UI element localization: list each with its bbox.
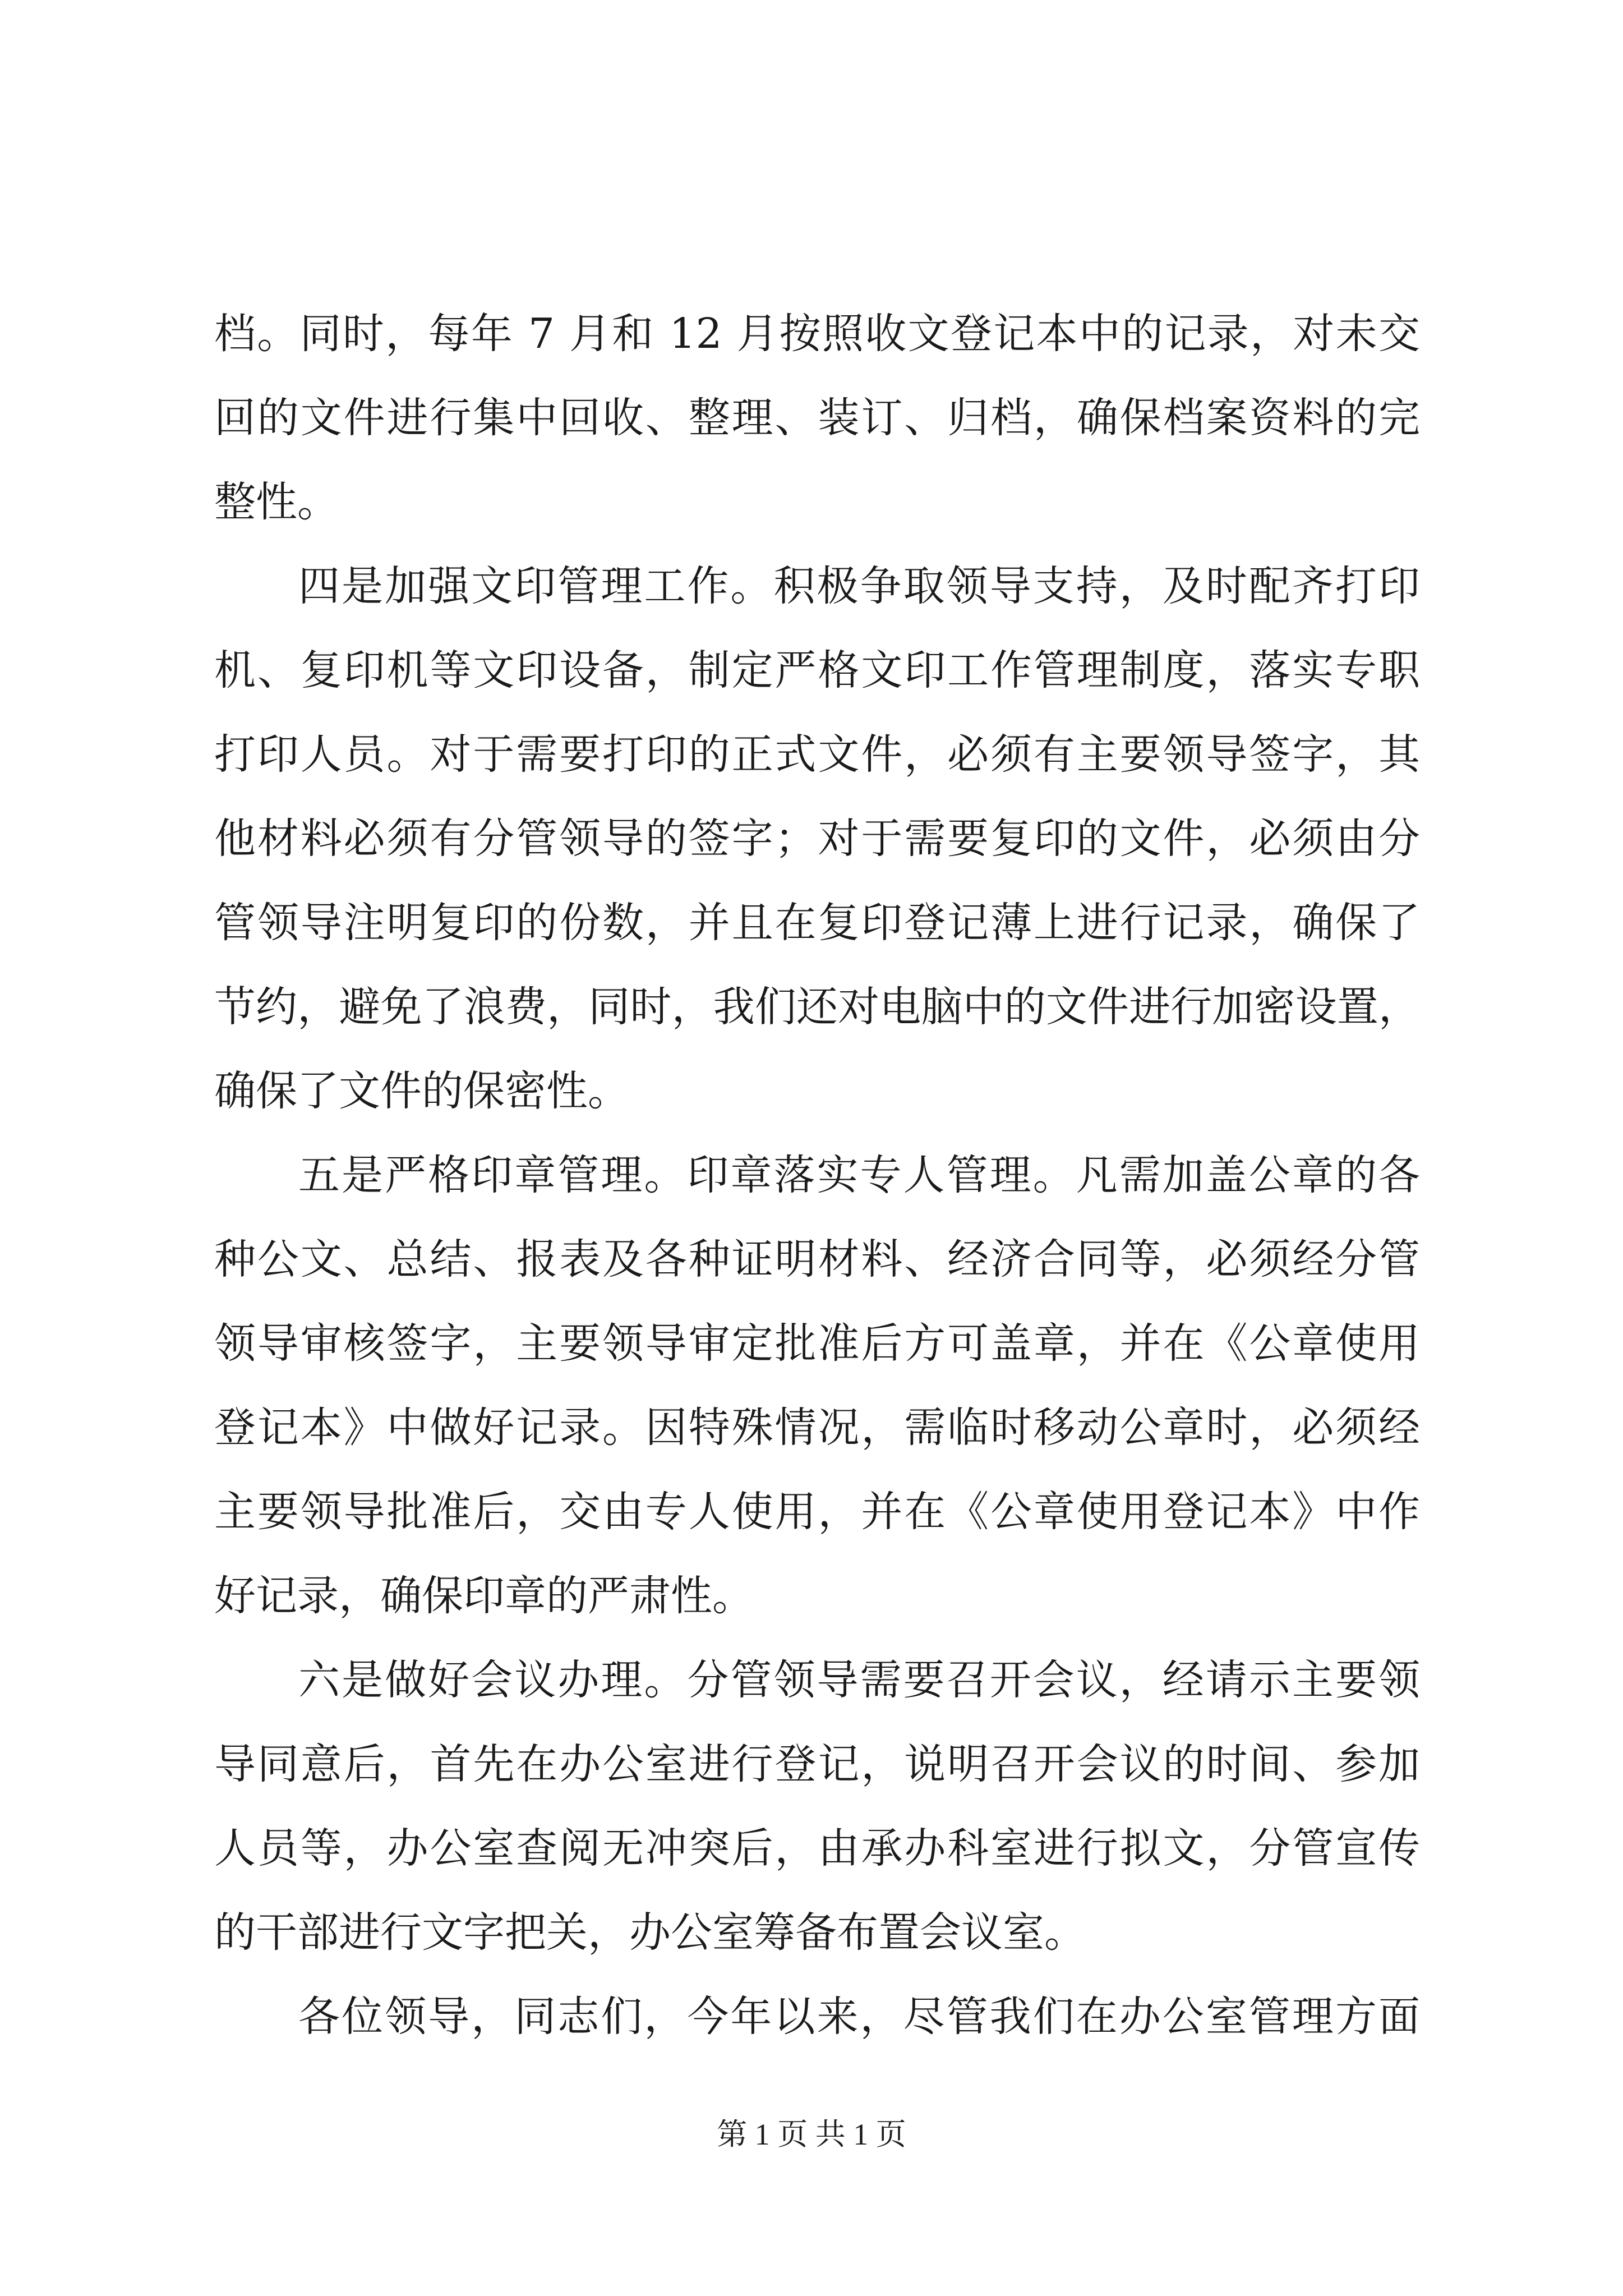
text-line: 领导审核签字，主要领导审定批准后方可盖章，并在《公章使用	[214, 1319, 1420, 1368]
document-body	[214, 292, 1420, 2059]
text-line: 导同意后，首先在办公室进行登记，说明召开会议的时间、参加	[214, 1740, 1420, 1788]
text-line: 主要领导批准后，交由专人使用，并在《公章使用登记本》中作	[214, 1488, 1420, 1536]
text-line: 确保了文件的保密性。	[214, 1067, 629, 1115]
text-line: 各位领导，同志们，今年以来，尽管我们在办公室管理方面	[298, 1993, 1420, 2041]
text-line: 管领导注明复印的份数，并且在复印登记薄上进行记录，确保了	[214, 899, 1420, 947]
text-line: 整性。	[214, 478, 339, 526]
text-line: 四是加强文印管理工作。积极争取领导支持，及时配齐打印	[298, 562, 1420, 610]
text-line: 的干部进行文字把关，办公室筹备布置会议室。	[214, 1908, 1086, 1957]
text-line: 人员等，办公室查阅无冲突后，由承办科室进行拟文，分管宣传	[214, 1824, 1420, 1872]
text-line: 登记本》中做好记录。因特殊情况，需临时移动公章时，必须经	[214, 1404, 1420, 1452]
text-line: 回的文件进行集中回收、整理、装订、归档，确保档案资料的完	[214, 394, 1420, 442]
text-line: 打印人员。对于需要打印的正式文件，必须有主要领导签字，其	[214, 730, 1420, 779]
text-line: 档。同时，每年 7 月和 12 月按照收文登记本中的记录，对未交	[214, 310, 1420, 358]
text-line: 机、复印机等文印设备，制定严格文印工作管理制度，落实专职	[214, 646, 1420, 694]
text-line: 他材料必须有分管领导的签字；对于需要复印的文件，必须由分	[214, 815, 1420, 863]
text-line: 五是严格印章管理。印章落实专人管理。凡需加盖公章的各	[298, 1151, 1420, 1199]
text-line: 节约，避免了浪费，同时，我们还对电脑中的文件进行加密设置，	[214, 983, 1420, 1031]
page-number-footer: 第 1 页 共 1 页	[717, 2118, 906, 2151]
text-line: 好记录，确保印章的严肃性。	[214, 1572, 754, 1620]
text-line: 六是做好会议办理。分管领导需要召开会议，经请示主要领	[298, 1656, 1420, 1704]
text-line: 种公文、总结、报表及各种证明材料、经济合同等，必须经分管	[214, 1235, 1420, 1283]
